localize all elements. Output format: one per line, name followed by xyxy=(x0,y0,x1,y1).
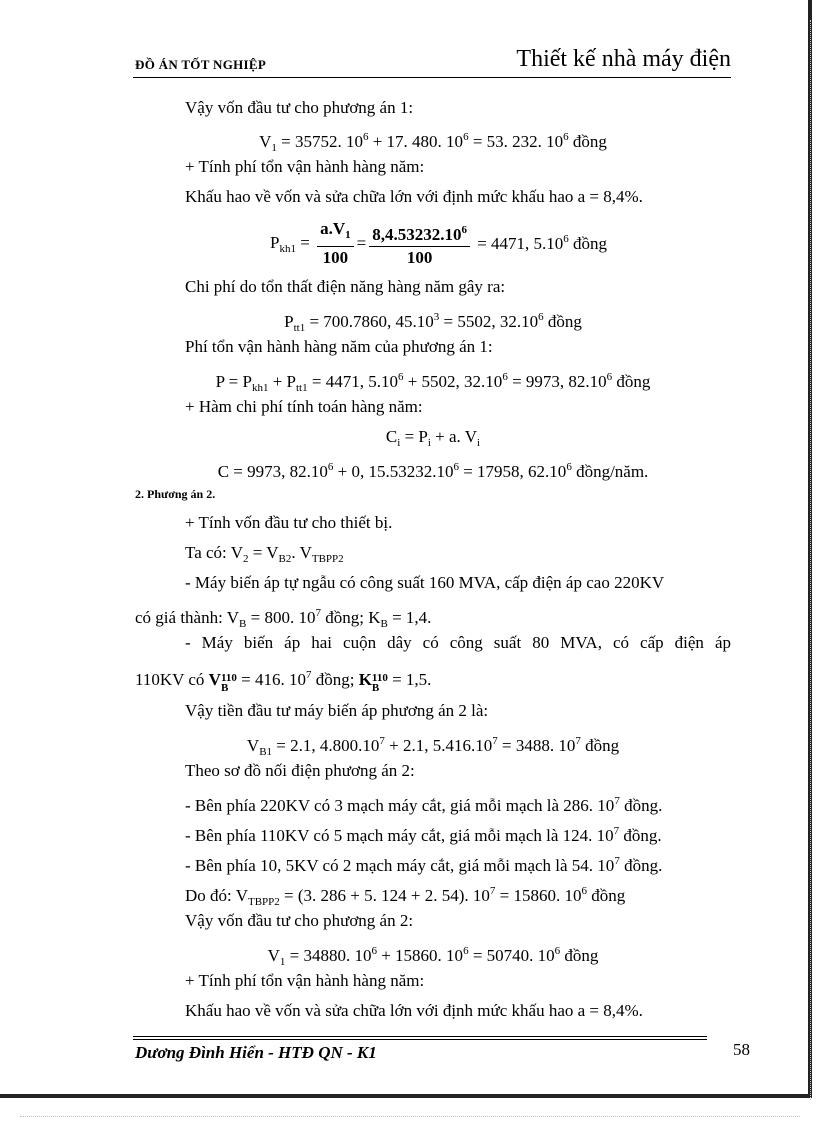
text-line: + Tính vốn đầu tư cho thiết bị. xyxy=(185,513,393,532)
equation-v1: $V_1 = 35752$. $10^6 + 17$. 480. $10^6 = 53$. 232. $10^6$ đồng xyxy=(259,131,607,154)
text-line: Vậy tiền đầu tư máy biến áp phương án 2 là: xyxy=(185,701,489,720)
equation-vb1: $V_{B1} = 2.1$, $4.800.10^7 + 2.1$, $5.416.10^7 = 3488$. $10^7$ đồng xyxy=(246,735,620,758)
page-edge-right xyxy=(810,20,811,1100)
footer-rule-bottom xyxy=(133,1039,707,1040)
header-title-right: Thiết kế nhà máy điện xyxy=(516,46,731,72)
section-heading: 2. Phương án 2. xyxy=(135,487,216,501)
page-edge-bottom xyxy=(20,1116,800,1117)
equation-v1-2: $V_1 = 34880$. $10^6 + 15860$. $10^6 = 50740$. $10^6$ đồng xyxy=(267,945,599,968)
text-line: - Bên phía 10, 5KV có 2 mạch máy cắt, giá mỗi mạch là 54. $10^7$ đồng. xyxy=(185,855,663,875)
text-line: Theo sơ đồ nối điện phương án 2: xyxy=(185,761,415,780)
equation-v2: Ta có: $V_2 = V_{B2}$. $V_{TBPP2}$ xyxy=(185,543,344,565)
text-line: có giá thành: $V_B = 800$. $10^7$ đồng; $K_B = 1,4$. xyxy=(135,607,432,630)
equation-p: $P = P_{kh1} + P_{tt1} = 4471$, $5.10^6 + 5502$, $32.10^6 = 9973$, 82.10$^6$ đồng xyxy=(215,371,651,394)
text-line: Vậy vốn đầu tư cho phương án 1: xyxy=(185,98,414,117)
fraction-1: $\frac{a.V_1}{100}$ xyxy=(317,218,354,269)
text-line: + Tính phí tổn vận hành hàng năm: xyxy=(185,157,425,176)
text-line: Khấu hao về vốn và sửa chữa lớn với định mức khấu hao a = 8,4%. xyxy=(185,1001,643,1020)
equation-c: C = 9973, $82.10^6 + 0$, $15.53232.10^6 = 17958$, 62.10$^6$ đồng/năm. xyxy=(217,461,649,481)
fraction-2: $\frac{8,4.53232.10^6}{100}$ xyxy=(369,219,470,269)
text-line: Khấu hao về vốn và sửa chữa lớn với định mức khấu hao a = 8,4%. xyxy=(185,187,643,206)
text-line: 110KV có V 110 B = 416. $10^7$ đồng; K 110 B = 1,5. xyxy=(135,669,432,694)
page-number: 58 xyxy=(733,1040,750,1059)
text-line: + Tính phí tổn vận hành hàng năm: xyxy=(185,971,425,990)
text-line: Phí tổn vận hành hàng năm của phương án 1: xyxy=(185,337,493,356)
equation-vtbpp2: Do đó: $V_{TBPP2} = (3$. 286 + 5. 124 + 2. 54). $10^7 = 15860$. $10^6$ đồng xyxy=(185,885,626,908)
equation-pkh1: $P_{kh1}$ = $\frac{a.V_1}{100}$ = $\frac{8,4.53232.10^6}{100}$ = 4471, 5.10$^6$ đồng xyxy=(270,219,608,267)
footer-rule-top xyxy=(133,1036,707,1037)
text-line: Chi phí do tổn thất điện năng hàng năm gây ra: xyxy=(185,277,506,296)
text-line: + Hàm chi phí tính toán hàng năm: xyxy=(185,397,423,416)
text-line: Vậy vốn đầu tư cho phương án 2: xyxy=(185,911,414,930)
text-line: - Máy biến áp tự ngẫu có công suất 160 MVA, cấp điện áp cao 220KV xyxy=(185,573,665,592)
text-line: - Bên phía 110KV có 5 mạch máy cắt, giá mỗi mạch là 124. $10^7$ đồng. xyxy=(185,825,662,845)
text-line: - Bên phía 220KV có 3 mạch máy cắt, giá mỗi mạch là 286. $10^7$ đồng. xyxy=(185,795,663,815)
header-title-left: ĐỒ ÁN TỐT NGHIỆP xyxy=(135,57,267,72)
equation-ci: $C_i = P_i + a$. $V_i$ xyxy=(385,427,481,449)
footer-author: Dương Đình Hiển - HTĐ QN - K1 xyxy=(135,1043,377,1062)
header-rule xyxy=(133,77,731,78)
equation-ptt1: $P_{tt1} = 700.7860$, $45.10^3 = 5502$, 32.10$^6$ đồng xyxy=(284,311,582,334)
text-line: - Máy biến áp hai cuộn dây có công suất 80 MVA, có cấp điện áp xyxy=(185,633,731,652)
